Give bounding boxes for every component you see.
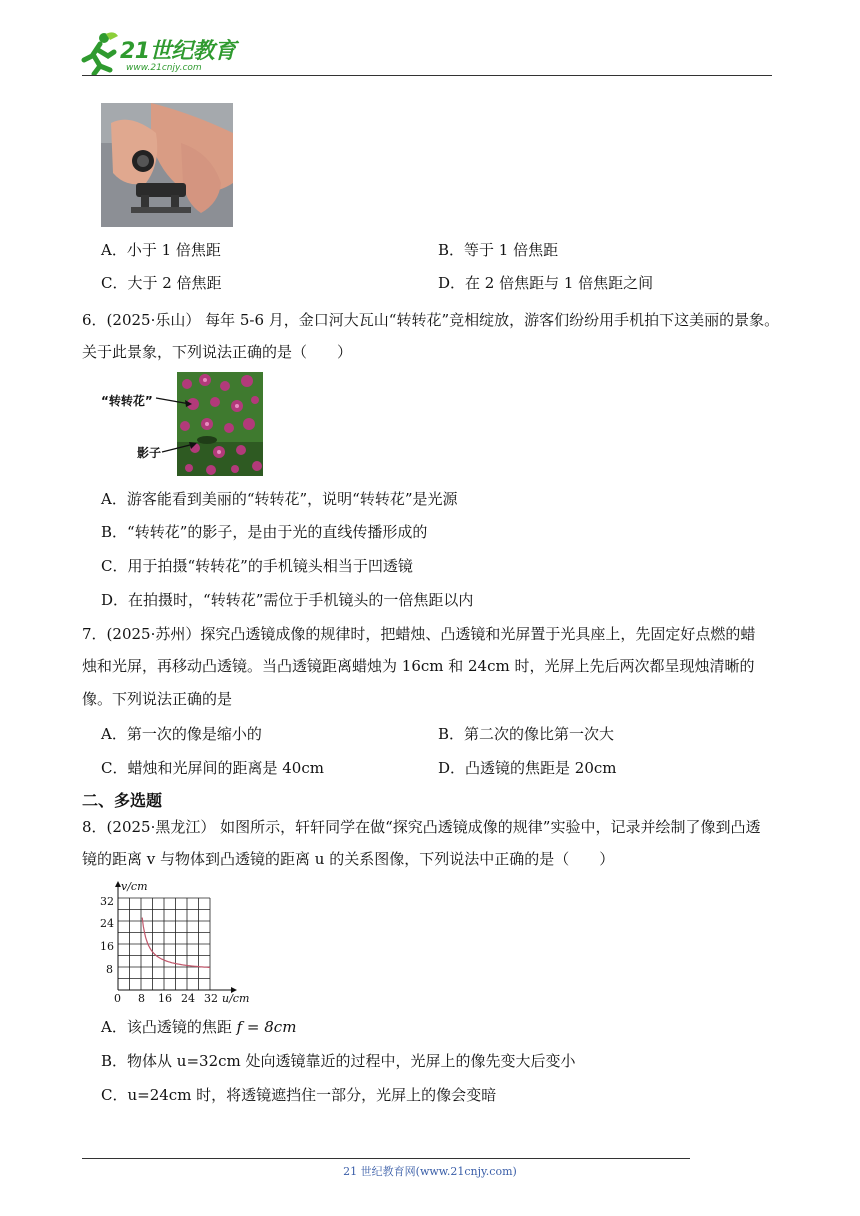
graph-x-tick-8: 8 [138,992,145,1005]
q6-option-a[interactable]: A．游客能看到美丽的“转转花”，说明“转转花”是光源 [101,490,458,508]
q7-option-c[interactable]: C．蜡烛和光屏间的距离是 40cm [101,759,324,777]
q7-stem-line2: 烛和光屏，再移动凸透镜。当凸透镜距离蜡烛为 16cm 和 24cm 时，光屏上先后两次都呈现烛清晰的 [82,657,755,675]
logo-wordmark: 21世纪教育 [120,39,236,64]
graph-y-tick-32: 32 [100,895,114,908]
header-divider [82,75,772,76]
graph-x-tick-32: 32 [204,992,218,1005]
graph-x-tick-0: 0 [114,992,121,1005]
q5-option-d[interactable]: D．在 2 倍焦距与 1 倍焦距之间 [438,274,654,292]
graph-y-tick-16: 16 [100,940,114,953]
graph-grid [118,898,210,990]
label-arrow-shadow [160,440,200,456]
graph-y-tick-8: 8 [106,963,113,976]
graph-x-tick-24: 24 [181,992,195,1005]
site-logo [80,30,250,78]
label-arrow-flower [154,394,194,410]
q7-stem-line3: 像。下列说法正确的是 [82,690,233,708]
q6-option-d[interactable]: D．在拍摄时，“转转花”需位于手机镜头的一倍焦距以内 [101,591,474,609]
q6-option-c[interactable]: C．用于拍摄“转转花”的手机镜头相当于凹透镜 [101,557,413,575]
q8-uv-graph [96,878,256,1008]
q6-stem-line2: 关于此景象，下列说法正确的是（ ） [82,343,353,361]
q6-flower-photo [177,372,263,476]
q7-stem-line1: 7．(2025·苏州）探究凸透镜成像的规律时，把蜡烛、凸透镜和光屏置于光具座上，先固定好点燃的蜡 [82,625,756,643]
q5-option-c[interactable]: C．大于 2 倍焦距 [101,274,222,292]
graph-y-tick-24: 24 [100,917,114,930]
q8-option-a-text: A．该凸透镜的焦距 [101,1018,237,1036]
q7-option-d[interactable]: D．凸透镜的焦距是 20cm [438,759,617,777]
q7-option-b[interactable]: B．第二次的像比第一次大 [438,725,615,743]
q5-photo [101,103,233,227]
q8-option-b[interactable]: B．物体从 u=32cm 处向透镜靠近的过程中，光屏上的像先变大后变小 [101,1052,576,1070]
graph-x-label: u/cm [222,992,250,1005]
q5-option-b[interactable]: B．等于 1 倍焦距 [438,241,559,259]
q5-option-a[interactable]: A．小于 1 倍焦距 [101,241,221,259]
q8-stem-line1: 8．(2025·黑龙江） 如图所示，轩轩同学在做“探究凸透镜成像的规律”实验中，记录并绘制了像到凸透 [82,818,761,836]
section-title-multi-choice: 二、多选题 [82,791,163,810]
q8-option-a[interactable] [101,1017,296,1037]
runner-logo-icon [80,30,120,76]
footer-divider [82,1158,690,1159]
graph-y-label: v/cm [121,880,148,893]
footer-text: 21 世纪教育网(www.21cnjy.com) [343,1165,517,1178]
q6-stem-line1: 6．(2025·乐山） 每年 5-6 月，金口河大瓦山“转转花”竞相绽放，游客们纷纷用手机拍下这美丽的景象。 [82,311,780,329]
q8-option-c[interactable]: C．u=24cm 时，将透镜遮挡住一部分，光屏上的像会变暗 [101,1086,497,1104]
q7-option-a[interactable]: A．第一次的像是缩小的 [101,725,262,743]
label-zhuanzhuanhua: “转转花” [101,394,153,408]
q8-option-a-math: f = 8cm [236,1018,297,1036]
q6-option-b[interactable]: B．“转转花”的影子，是由于光的直线传播形成的 [101,523,428,541]
graph-x-tick-16: 16 [158,992,172,1005]
logo-url: www.21cnjy.com [126,63,202,73]
label-shadow: 影子 [137,446,162,460]
q8-stem-line2: 镜的距离 v 与物体到凸透镜的距离 u 的关系图像，下列说法中正确的是（ ） [82,850,615,868]
